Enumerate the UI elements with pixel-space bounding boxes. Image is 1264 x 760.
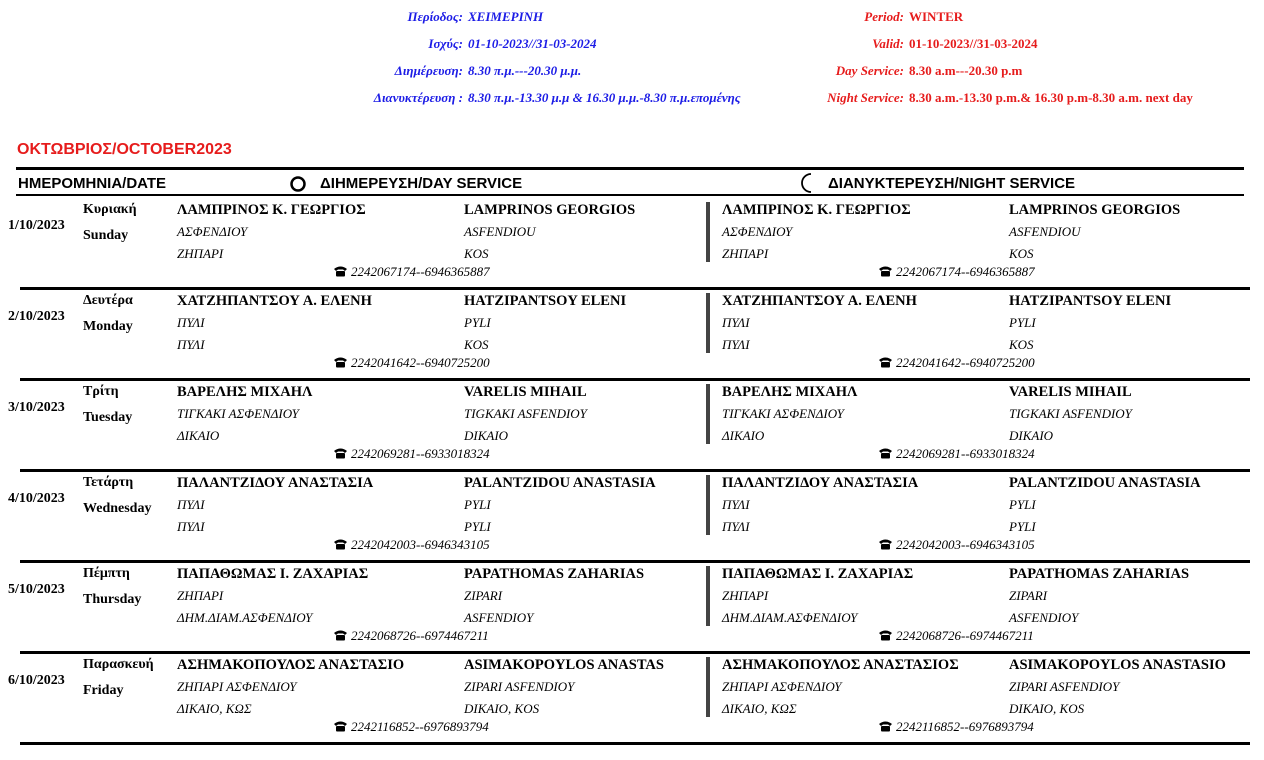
- night-phone: [878, 628, 1034, 644]
- row-day-greek: Τρίτη: [83, 384, 119, 399]
- row-day-greek: Κυριακή: [83, 202, 137, 217]
- period-value-en: WINTER: [909, 9, 964, 24]
- row-date: 6/10/2023: [8, 673, 65, 688]
- night-address-line1-greek: ΠΥΛΙ: [722, 315, 750, 330]
- row-day-greek: Πέμπτη: [83, 566, 130, 581]
- row-day-greek: Τετάρτη: [83, 475, 134, 490]
- day-pharmacist-name-english: HATZIPANTSOY ELENI: [464, 293, 627, 309]
- table-row: [0, 475, 1264, 565]
- day-phone: [333, 537, 490, 553]
- period-label-gr: Περίοδος:: [407, 9, 463, 24]
- row-separator: [20, 469, 1250, 472]
- night-pharmacist-name-greek: ΒΑΡΕΛΗΣ ΜΙΧΑΗΛ: [722, 384, 858, 400]
- column-divider: [706, 293, 710, 353]
- day-address-line1-greek: ΠΥΛΙ: [177, 315, 205, 330]
- phone-icon: [878, 719, 896, 734]
- night-service-value-en: 8.30 a.m.-13.30 p.m.& 16.30 p.m-8.30 a.m. next day: [909, 90, 1193, 105]
- night-phone: [878, 446, 1035, 462]
- phone-icon: [878, 537, 896, 552]
- night-phone-number: 2242067174--6946365887: [896, 264, 1035, 279]
- day-address-line2-greek: ΔΙΚΑΙΟ: [177, 428, 220, 443]
- night-address-line1-greek: ΤΙΓΚΑΚΙ ΑΣΦΕΝΔΙΟΥ: [722, 406, 844, 421]
- column-divider: [706, 566, 710, 626]
- row-separator: [20, 378, 1250, 381]
- night-address-line2-english: PYLI: [1009, 519, 1036, 534]
- row-day-english: Friday: [83, 683, 124, 698]
- night-pharmacist-name-greek: ΛΑΜΠΡΙΝΟΣ Κ. ΓΕΩΡΓΙΟΣ: [722, 202, 911, 218]
- night-service-value-gr: 8.30 π.μ.-13.30 μ.μ & 16.30 μ.μ.-8.30 π.μ.επομένης: [468, 90, 741, 105]
- night-address-line2-english: KOS: [1009, 337, 1034, 352]
- night-phone: [878, 719, 1034, 735]
- phone-icon: [333, 355, 351, 370]
- day-address-line1-english: PYLI: [464, 315, 491, 330]
- night-service-label-en: Night Service:: [827, 90, 904, 105]
- night-pharmacist-name-english: HATZIPANTSOY ELENI: [1009, 293, 1172, 309]
- top-rule: [16, 167, 1244, 170]
- phone-icon: [333, 628, 351, 643]
- table-row: [0, 293, 1264, 383]
- night-pharmacist-name-english: ASIMAKOPOYLOS ANASTASIO: [1009, 657, 1226, 673]
- day-address-line2-greek: ΖΗΠΑΡΙ: [177, 246, 224, 261]
- table-row: [0, 202, 1264, 292]
- night-address-line1-english: ASFENDIOU: [1009, 224, 1081, 239]
- row-day-greek: Δευτέρα: [83, 293, 133, 308]
- day-address-line2-english: PYLI: [464, 519, 491, 534]
- day-phone: [333, 628, 489, 644]
- night-address-line2-greek: ΔΙΚΑΙΟ, ΚΩΣ: [722, 701, 797, 716]
- table-row: [0, 384, 1264, 474]
- day-service-value-gr: 8.30 π.μ.---20.30 μ.μ.: [468, 63, 582, 78]
- row-day-english: Monday: [83, 319, 133, 334]
- row-day-english: Tuesday: [83, 410, 133, 425]
- day-phone: [333, 446, 490, 462]
- row-separator: [20, 560, 1250, 563]
- day-address-line1-greek: ΑΣΦΕΝΔΙΟΥ: [177, 224, 248, 239]
- night-address-line2-greek: ΠΥΛΙ: [722, 519, 750, 534]
- night-pharmacist-name-english: VARELIS MIHAIL: [1009, 384, 1132, 400]
- phone-icon: [333, 719, 351, 734]
- column-divider: [706, 384, 710, 444]
- day-phone: [333, 355, 490, 371]
- row-date: 5/10/2023: [8, 582, 65, 597]
- column-divider: [706, 657, 710, 717]
- table-row: [0, 566, 1264, 656]
- column-divider: [706, 202, 710, 262]
- night-phone-number: 2242068726--6974467211: [896, 628, 1034, 643]
- night-pharmacist-name-greek: ΑΣΗΜΑΚΟΠΟΥΛΟΣ ΑΝΑΣΤΑΣΙΟΣ: [722, 657, 959, 673]
- night-address-line1-english: PYLI: [1009, 315, 1036, 330]
- day-address-line2-english: ASFENDIOY: [464, 610, 534, 625]
- table-row: [0, 657, 1264, 747]
- day-address-line1-english: ZIPARI: [464, 588, 503, 603]
- night-address-line2-greek: ΖΗΠΑΡΙ: [722, 246, 769, 261]
- night-phone: [878, 264, 1035, 280]
- day-pharmacist-name-english: PAPATHOMAS ZAHARIAS: [464, 566, 645, 582]
- period-label-en: Period:: [864, 9, 904, 24]
- valid-label-en: Valid:: [872, 36, 904, 51]
- day-address-line2-english: DIKAIO: [464, 428, 509, 443]
- column-divider: [706, 475, 710, 535]
- day-pharmacist-name-english: ASIMAKOPOYLOS ANASTAS: [464, 657, 664, 673]
- date-column-header: ΗΜΕΡΟΜΗΝΙΑ/DATE: [18, 175, 167, 192]
- night-address-line1-english: ZIPARI ASFENDIOY: [1009, 679, 1120, 694]
- night-pharmacist-name-greek: ΧΑΤΖΗΠΑΝΤΣΟΥ Α. ΕΛΕΝΗ: [722, 293, 917, 309]
- day-phone-number: 2242041642--6940725200: [351, 355, 490, 370]
- row-day-english: Wednesday: [83, 501, 152, 516]
- row-day-english: Thursday: [83, 592, 142, 607]
- phone-icon: [333, 446, 351, 461]
- night-pharmacist-name-english: PALANTZIDOU ANASTASIA: [1009, 475, 1201, 491]
- month-title: ΟΚΤΩΒΡΙΟΣ/OCTOBER2023: [17, 141, 232, 158]
- row-day-greek: Παρασκευή: [83, 657, 154, 672]
- night-service-header: ΔΙΑΝΥΚΤΕΡΕΥΣΗ/NIGHT SERVICE: [828, 175, 1076, 192]
- row-date: 1/10/2023: [8, 218, 65, 233]
- day-pharmacist-name-greek: ΠΑΠΑΘΩΜΑΣ Ι. ΖΑΧΑΡΙΑΣ: [177, 566, 369, 582]
- day-address-line2-greek: ΠΥΛΙ: [177, 519, 205, 534]
- phone-icon: [878, 264, 896, 279]
- header-rule: [16, 194, 1244, 196]
- night-phone: [878, 355, 1035, 371]
- day-phone: [333, 264, 490, 280]
- day-pharmacist-name-english: VARELIS MIHAIL: [464, 384, 587, 400]
- day-pharmacist-name-greek: ΒΑΡΕΛΗΣ ΜΙΧΑΗΛ: [177, 384, 313, 400]
- valid-value-en: 01-10-2023//31-03-2024: [909, 36, 1038, 51]
- day-service-header: ΔΙΗΜΕΡΕΥΣΗ/DAY SERVICE: [320, 175, 523, 192]
- phone-icon: [333, 264, 351, 279]
- day-address-line1-english: TIGKAKI ASFENDIOY: [464, 406, 587, 421]
- day-pharmacist-name-english: PALANTZIDOU ANASTASIA: [464, 475, 656, 491]
- day-pharmacist-name-greek: ΛΑΜΠΡΙΝΟΣ Κ. ΓΕΩΡΓΙΟΣ: [177, 202, 366, 218]
- day-phone: [333, 719, 489, 735]
- day-address-line2-english: KOS: [464, 337, 489, 352]
- day-phone-number: 2242069281--6933018324: [351, 446, 490, 461]
- row-date: 2/10/2023: [8, 309, 65, 324]
- day-address-line1-english: PYLI: [464, 497, 491, 512]
- night-address-line1-english: PYLI: [1009, 497, 1036, 512]
- night-address-line1-greek: ΖΗΠΑΡΙ: [722, 588, 769, 603]
- night-address-line1-greek: ΖΗΠΑΡΙ ΑΣΦΕΝΔΙΟΥ: [722, 679, 842, 694]
- night-service-label-gr: Διανυκτέρευση :: [373, 90, 463, 105]
- row-date: 4/10/2023: [8, 491, 65, 506]
- night-address-line1-english: TIGKAKI ASFENDIOY: [1009, 406, 1132, 421]
- row-separator: [20, 287, 1250, 290]
- phone-icon: [878, 628, 896, 643]
- day-phone-number: 2242042003--6946343105: [351, 537, 490, 552]
- night-phone: [878, 537, 1035, 553]
- day-address-line1-greek: ΤΙΓΚΑΚΙ ΑΣΦΕΝΔΙΟΥ: [177, 406, 299, 421]
- night-address-line1-greek: ΠΥΛΙ: [722, 497, 750, 512]
- day-address-line1-english: ZIPARI ASFENDIOY: [464, 679, 575, 694]
- night-phone-number: 2242042003--6946343105: [896, 537, 1035, 552]
- night-address-line2-english: ASFENDIOY: [1009, 610, 1079, 625]
- night-address-line2-english: DIKAIO: [1009, 428, 1054, 443]
- night-address-line2-greek: ΔΙΚΑΙΟ: [722, 428, 765, 443]
- day-service-label-en: Day Service:: [835, 63, 904, 78]
- day-address-line1-greek: ΖΗΠΑΡΙ ΑΣΦΕΝΔΙΟΥ: [177, 679, 297, 694]
- day-pharmacist-name-greek: ΑΣΗΜΑΚΟΠΟΥΛΟΣ ΑΝΑΣΤΑΣΙΟ: [177, 657, 405, 673]
- night-pharmacist-name-english: PAPATHOMAS ZAHARIAS: [1009, 566, 1190, 582]
- night-address-line2-greek: ΔΗΜ.ΔΙΑΜ.ΑΣΦΕΝΔΙΟΥ: [722, 610, 858, 625]
- day-pharmacist-name-greek: ΧΑΤΖΗΠΑΝΤΣΟΥ Α. ΕΛΕΝΗ: [177, 293, 372, 309]
- night-address-line1-greek: ΑΣΦΕΝΔΙΟΥ: [722, 224, 793, 239]
- row-date: 3/10/2023: [8, 400, 65, 415]
- night-phone-number: 2242041642--6940725200: [896, 355, 1035, 370]
- night-pharmacist-name-greek: ΠΑΠΑΘΩΜΑΣ Ι. ΖΑΧΑΡΙΑΣ: [722, 566, 914, 582]
- night-phone-number: 2242116852--6976893794: [896, 719, 1034, 734]
- day-address-line1-greek: ΖΗΠΑΡΙ: [177, 588, 224, 603]
- column-header: [18, 175, 1244, 195]
- row-separator: [20, 651, 1250, 654]
- day-service-label-gr: Διημέρευση:: [394, 63, 463, 78]
- day-phone-number: 2242068726--6974467211: [351, 628, 489, 643]
- row-separator: [20, 742, 1250, 745]
- day-address-line2-english: KOS: [464, 246, 489, 261]
- valid-value-gr: 01-10-2023//31-03-2024: [468, 36, 597, 51]
- day-address-line2-greek: ΠΥΛΙ: [177, 337, 205, 352]
- day-address-line2-greek: ΔΗΜ.ΔΙΑΜ.ΑΣΦΕΝΔΙΟΥ: [177, 610, 313, 625]
- day-service-value-en: 8.30 a.m---20.30 p.m: [909, 63, 1023, 78]
- phone-icon: [333, 537, 351, 552]
- day-phone-number: 2242116852--6976893794: [351, 719, 489, 734]
- night-pharmacist-name-english: LAMPRINOS GEORGIOS: [1009, 202, 1181, 218]
- day-address-line2-english: DIKAIO, KOS: [464, 701, 540, 716]
- row-day-english: Sunday: [83, 228, 129, 243]
- day-address-line2-greek: ΔΙΚΑΙΟ, ΚΩΣ: [177, 701, 252, 716]
- valid-label-gr: Ισχύς:: [428, 36, 463, 51]
- night-address-line2-greek: ΠΥΛΙ: [722, 337, 750, 352]
- period-value-gr: ΧΕΙΜΕΡΙΝΗ: [468, 9, 544, 24]
- phone-icon: [878, 446, 896, 461]
- day-pharmacist-name-english: LAMPRINOS GEORGIOS: [464, 202, 636, 218]
- day-pharmacist-name-greek: ΠΑΛΑΝΤΖΙΔΟΥ ΑΝΑΣΤΑΣΙΑ: [177, 475, 374, 491]
- day-address-line1-greek: ΠΥΛΙ: [177, 497, 205, 512]
- night-address-line2-english: KOS: [1009, 246, 1034, 261]
- phone-icon: [878, 355, 896, 370]
- night-phone-number: 2242069281--6933018324: [896, 446, 1035, 461]
- day-phone-number: 2242067174--6946365887: [351, 264, 490, 279]
- day-address-line1-english: ASFENDIOU: [464, 224, 536, 239]
- night-pharmacist-name-greek: ΠΑΛΑΝΤΖΙΔΟΥ ΑΝΑΣΤΑΣΙΑ: [722, 475, 919, 491]
- night-address-line2-english: DIKAIO, KOS: [1009, 701, 1085, 716]
- night-address-line1-english: ZIPARI: [1009, 588, 1048, 603]
